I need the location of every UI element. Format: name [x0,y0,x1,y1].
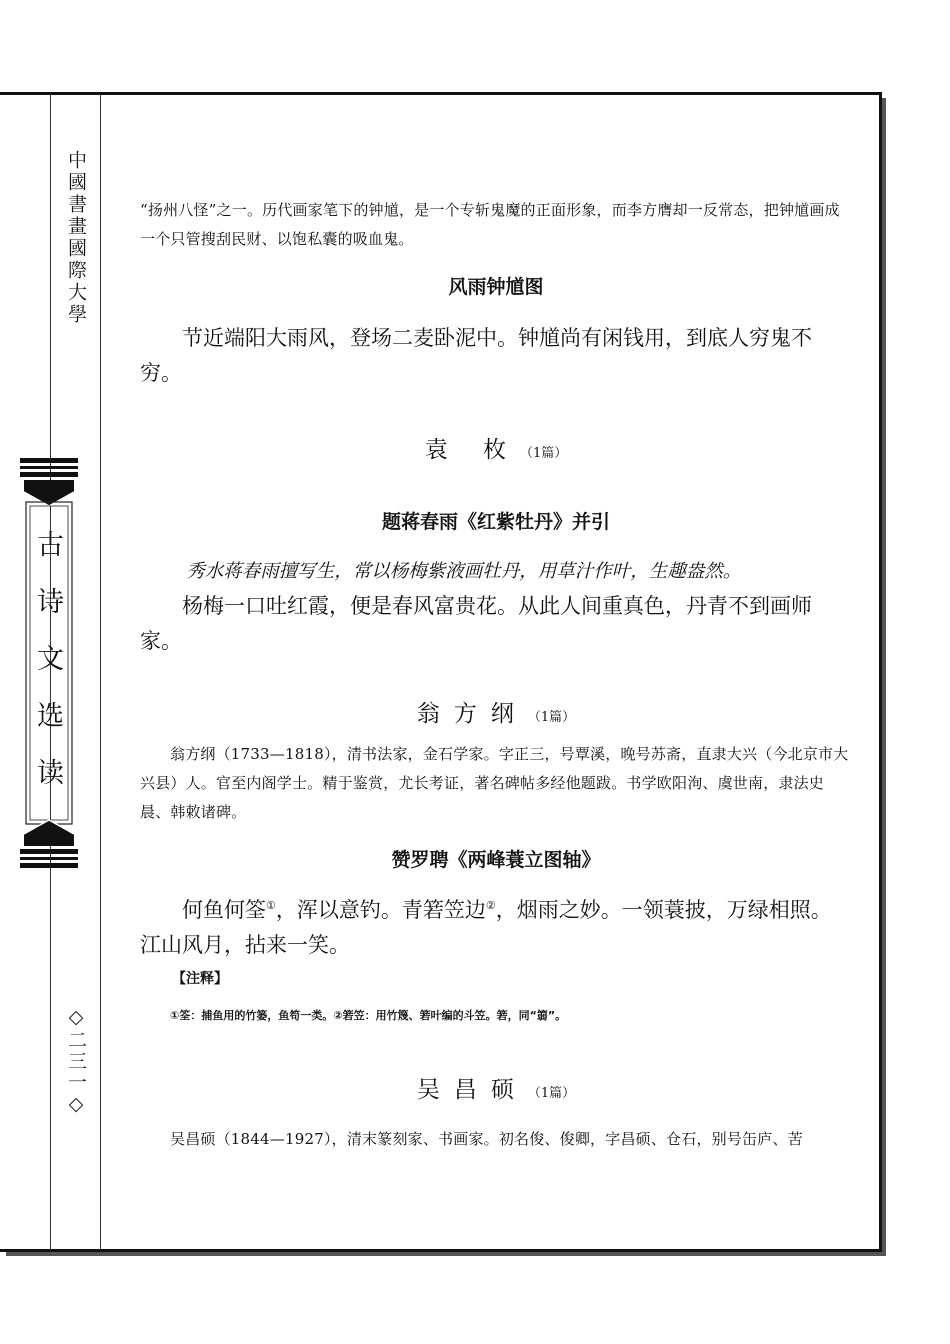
notes-heading: 【注释】 [172,971,228,987]
author-heading [140,431,852,464]
intro-paragraph: “扬州八怪”之一。历代画家笔下的钟馗，是一个专斩鬼魔的正面形象，而李方膺却一反常态，把钟馗画成一个只管搜刮民财、以饱私囊的吸血鬼。 [140,201,840,248]
spine-rule-right [100,95,101,1250]
author-bio: 翁方纲（1733—1818），清书法家，金石学家。字正三，号覃溪，晚号苏斋，直隶大兴（今北京市大兴县）人。官至内阁学士。精于鉴赏，尤长考证，著名碑帖多经他题跋。书学欧阳洵、虞世南，隶法史晨、韩敕诸碑。 [140,745,849,821]
page-number: ◇二三一◇ [65,1006,87,1117]
poem-preface: 秀水蒋春雨擅写生，常以杨梅紫液画牡丹，用草汁作叶，生趣盎然。 [186,561,742,582]
poem-count: （1篇） [527,710,576,725]
author-name: 吴昌硕 [416,1077,528,1103]
poem-line: ，浑以意钓。青箬笠边 [275,898,486,922]
author-name: 袁 枚 [424,437,521,463]
poem-line: ，烟雨之妙。一领蓑披，万绿相照。江山风月，拈来一笑。 [140,898,832,957]
poem-text: 节近端阳大雨风，登场二麦卧泥中。钟馗尚有闲钱用，到底人穷鬼不穷。 [140,326,812,385]
poem-count: （1篇） [527,1086,576,1101]
author-bio: 吴昌硕（1844—1927），清末篆刻家、书画家。初名俊、俊卿，字昌硕、仓石，别号缶庐、苦 [170,1130,803,1148]
author-heading [140,1071,852,1104]
frame-shadow [882,98,886,1256]
author-heading [140,695,852,728]
poem-line: 何鱼何筌 [182,898,266,922]
poem-text: 杨梅一口吐红霞，便是春风富贵花。从此人间重真色，丹青不到画师家。 [140,594,812,653]
note-marker: ① [266,899,276,912]
notes-text: ①筌：捕鱼用的竹篓，鱼笱一类。②箬笠：用竹篾、箬叶编的斗笠。箬，同“篛”。 [170,1009,567,1022]
author-name: 翁方纲 [416,701,528,727]
series-title: 古诗文选读 [32,530,63,815]
poem-count: （1篇） [520,446,568,461]
school-name: 中國書畫國際大學 [65,150,87,326]
poem-title: 风雨钟馗图 [448,276,544,298]
poem-title: 赞罗聘《两峰蓑立图轴》 [391,849,601,871]
poem-title: 题蒋春雨《红紫牡丹》并引 [381,511,610,533]
note-marker: ② [485,899,496,912]
frame-shadow [6,1252,886,1256]
poem-text [140,893,852,963]
